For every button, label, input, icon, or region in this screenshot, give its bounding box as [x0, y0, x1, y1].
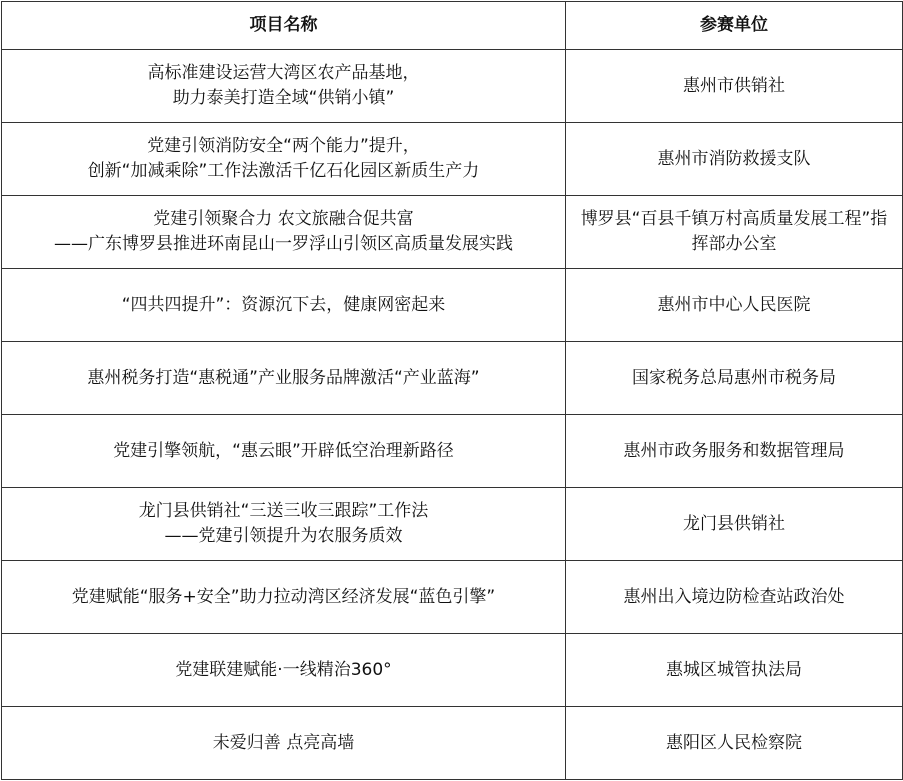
- project-line: 助力泰美打造全域“供销小镇”: [172, 88, 395, 108]
- project-cell: [2, 269, 566, 342]
- project-cell: [2, 561, 566, 634]
- unit-cell: [566, 342, 903, 415]
- unit-cell: [566, 634, 903, 707]
- project-line: 高标准建设运营大湾区农产品基地，: [147, 63, 420, 83]
- unit-cell: [566, 50, 903, 123]
- project-cell: [2, 50, 566, 123]
- project-line: 党建引擎领航，“惠云眼”开辟低空治理新路径: [113, 440, 454, 461]
- table-row: [2, 488, 903, 561]
- unit-text: 惠州出入境边防检查站政治处: [623, 586, 845, 607]
- table-row: [2, 415, 903, 488]
- project-line: 党建联建赋能·一线精治360°: [175, 659, 392, 680]
- project-cell: [2, 488, 566, 561]
- project-cell: [2, 634, 566, 707]
- unit-text: 惠州市供销社: [683, 75, 785, 96]
- project-table: [1, 1, 903, 780]
- unit-cell: [566, 196, 903, 269]
- header-row: [2, 2, 903, 50]
- unit-text: 惠州市中心人民医院: [657, 294, 811, 315]
- project-line: 创新“加减乘除”工作法激活千亿石化园区新质生产力: [87, 161, 480, 181]
- project-line: “四共四提升”：资源沉下去，健康网密起来: [121, 294, 446, 315]
- table-row: [2, 50, 903, 123]
- project-cell: [2, 342, 566, 415]
- unit-cell: [566, 415, 903, 488]
- unit-text: 惠州市政务服务和数据管理局: [623, 440, 845, 461]
- project-line: ——广东博罗县推进环南昆山一罗浮山引领区高质量发展实践: [54, 234, 513, 254]
- project-cell: [2, 196, 566, 269]
- unit-text: 龙门县供销社: [683, 513, 785, 534]
- unit-text: 国家税务总局惠州市税务局: [632, 367, 836, 388]
- table-row: [2, 196, 903, 269]
- project-line: 未爱归善 点亮高墙: [212, 732, 355, 753]
- project-line: 党建赋能“服务+安全”助力拉动湾区经济发展“蓝色引擎”: [71, 586, 496, 607]
- unit-cell: [566, 123, 903, 196]
- column-header-unit: 参赛单位: [566, 2, 903, 50]
- unit-text: 博罗县“百县千镇万村高质量发展工程”指挥部办公室: [580, 209, 888, 254]
- project-line: 龙门县供销社“三送三收三跟踪”工作法: [138, 501, 429, 521]
- table-row: [2, 634, 903, 707]
- table-row: [2, 342, 903, 415]
- table-row: [2, 123, 903, 196]
- table-row: [2, 707, 903, 780]
- project-line: ——党建引领提升为农服务质效: [164, 526, 403, 546]
- unit-cell: [566, 488, 903, 561]
- unit-text: 惠州市消防救援支队: [657, 148, 811, 169]
- project-cell: [2, 123, 566, 196]
- project-cell: [2, 415, 566, 488]
- column-header-project: 项目名称: [2, 2, 566, 50]
- table-row: [2, 561, 903, 634]
- unit-text: 惠阳区人民检察院: [666, 732, 802, 753]
- project-line: 惠州税务打造“惠税通”产业服务品牌激活“产业蓝海”: [87, 367, 480, 388]
- unit-cell: [566, 269, 903, 342]
- project-cell: [2, 707, 566, 780]
- unit-cell: [566, 561, 903, 634]
- project-line: 党建引领聚合力 农文旅融合促共富: [153, 209, 414, 229]
- project-line: 党建引领消防安全“两个能力”提升，: [147, 136, 420, 156]
- unit-text: 惠城区城管执法局: [666, 659, 802, 680]
- table-row: [2, 269, 903, 342]
- unit-cell: [566, 707, 903, 780]
